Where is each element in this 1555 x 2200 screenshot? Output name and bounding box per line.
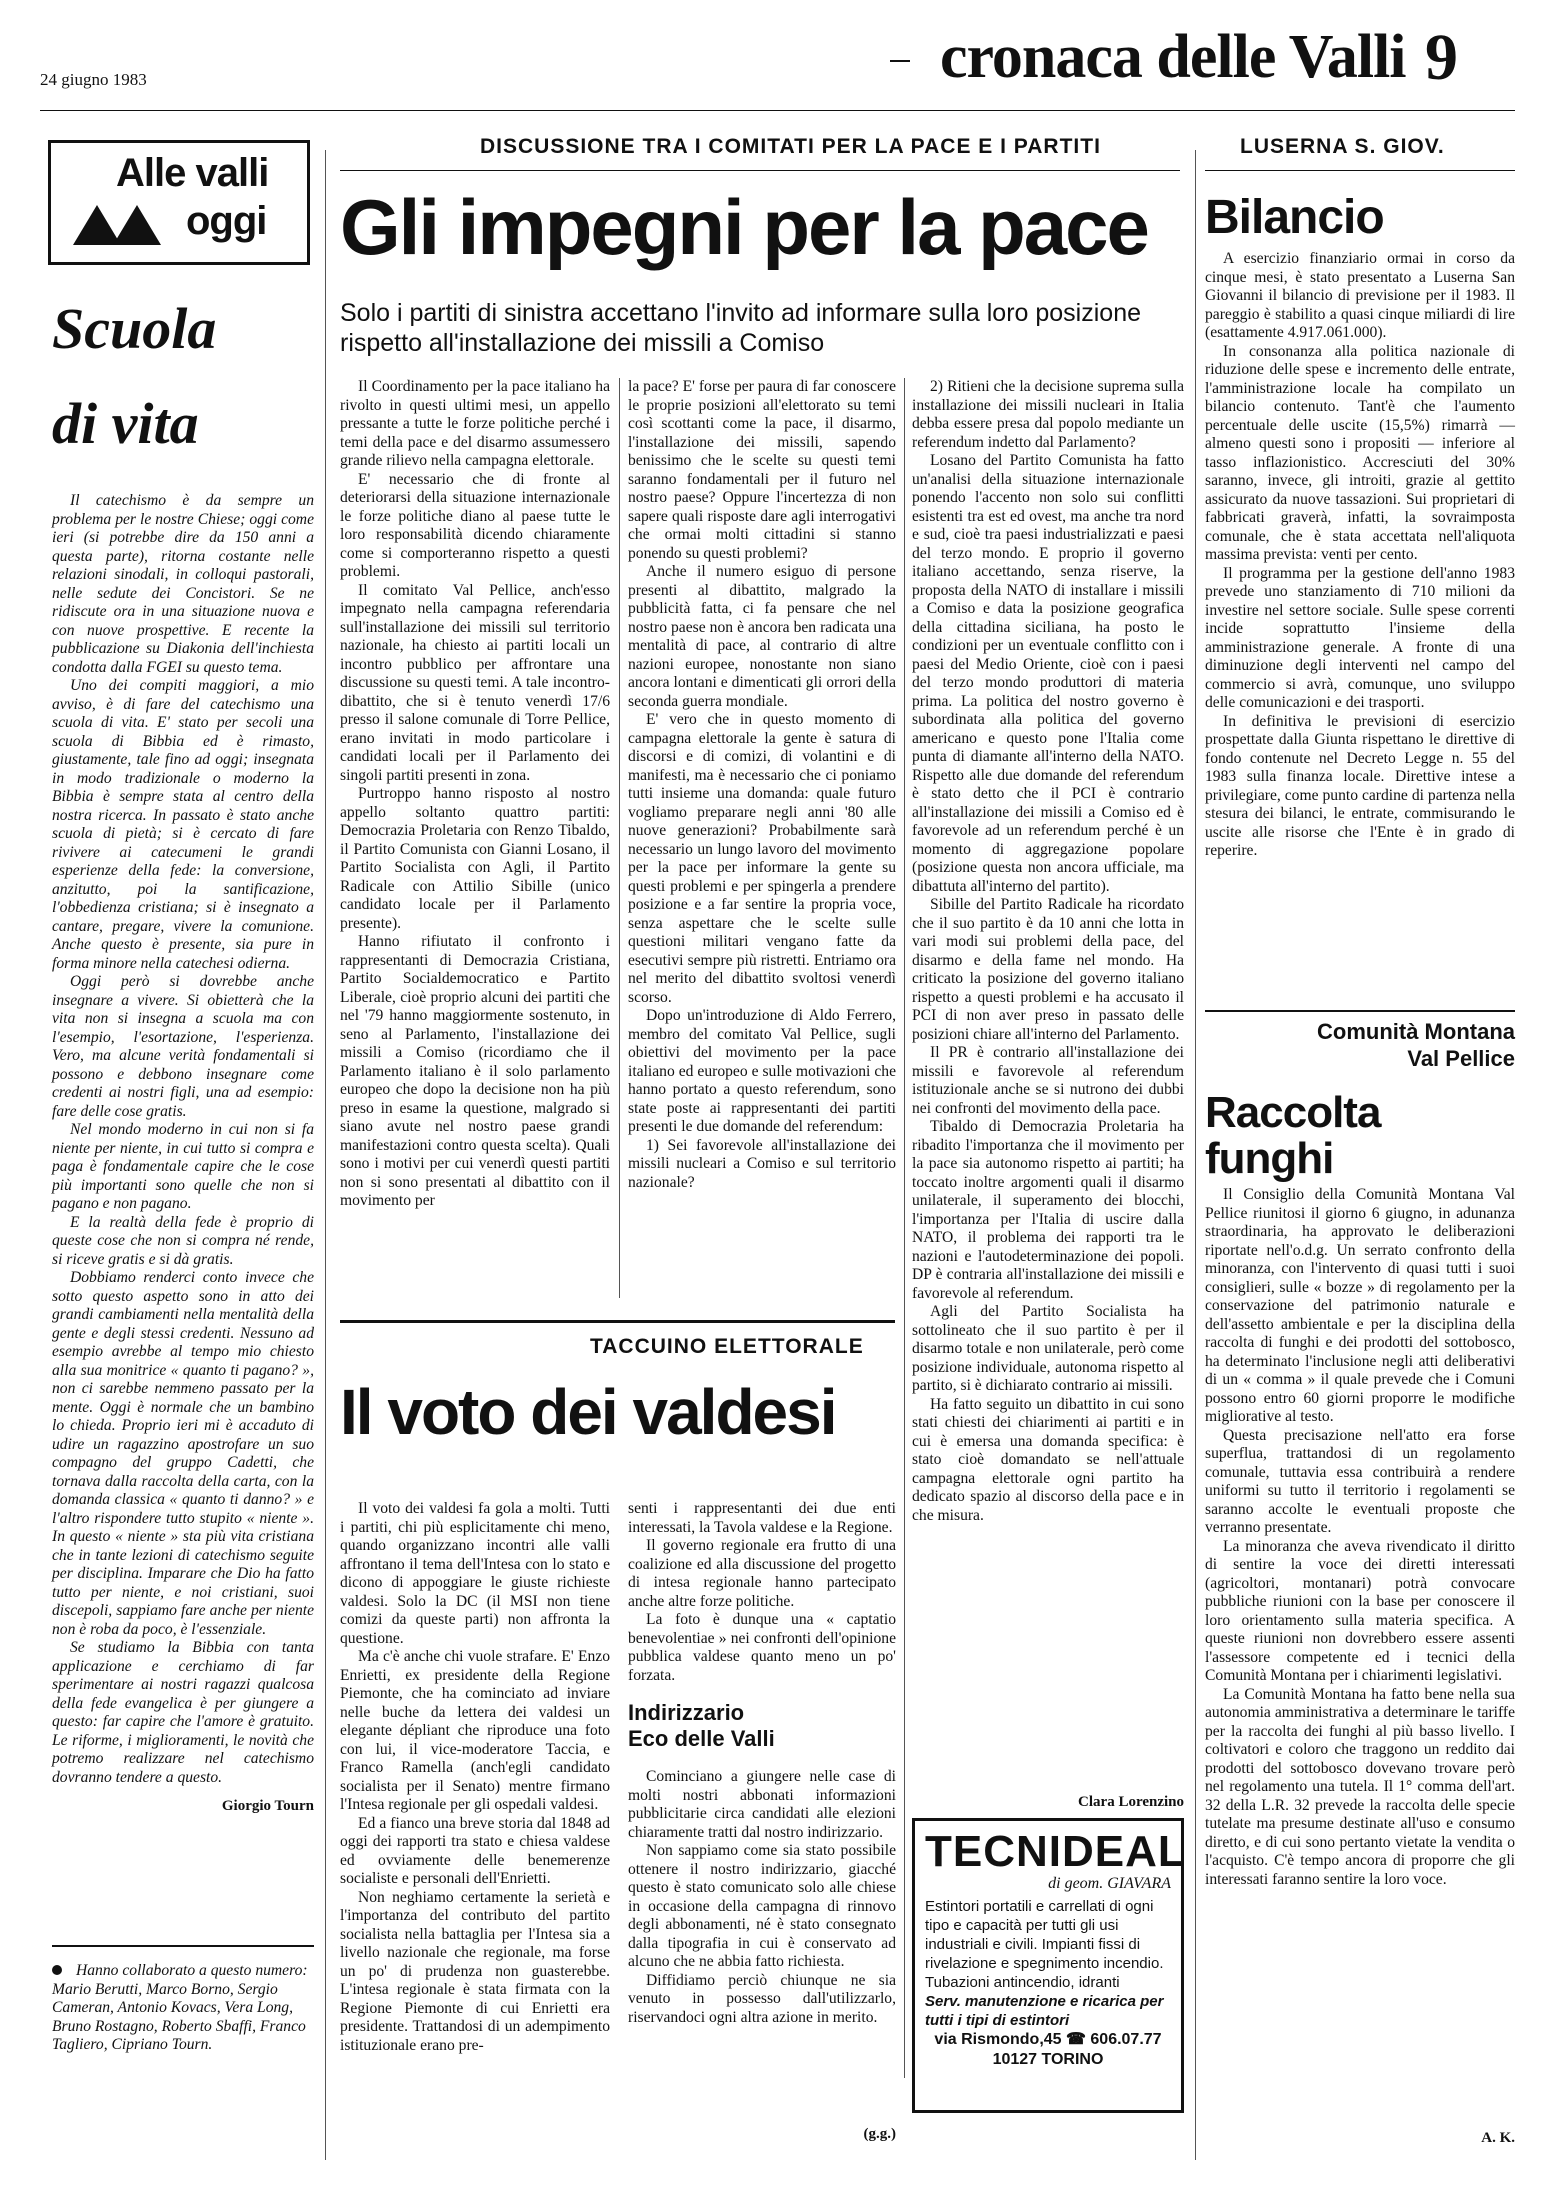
paragraph: Il comitato Val Pellice, anch'esso impegnato nella campagna referendaria sull'installazione dei missili sul territorio nazionale, ha chiesto ai partiti locali un incontro pubblico per affrontare una discussione su questi temi. A tale incontro-dibattito, che si è tenuto venerdì 17/6 presso il salone comunale di Torre Pellice, erano invitati in modo particolare i candidati locali per il Parlamento dei singoli partiti presenti in zona. <box>340 581 610 784</box>
election-headline: Il voto dei valdesi <box>340 1376 836 1448</box>
paragraph: E' vero che in questo momento di campagna elettorale la gente è satura di discorsi e di comizi, di volantini e di manifesti, ma è necessario che ci poniamo tutti insieme una domanda: quale futuro vogliamo preparare negli anni '80 alle nuove generazioni? Probabilmente sarà necessario un lungo lavoro del movimento per la pace per informare la gente su questi problemi e per spingerla a prendere posizione e a far sentire la propria voce, senza aspettare che le scelte sulle questioni militari vengano fatte da esecutivi sempre più ristretti. Entriamo ora nel merito del dibattito svoltosi venerdì scorso. <box>628 711 896 1006</box>
column-divider <box>325 150 326 2160</box>
paragraph: La Comunità Montana ha fatto bene nella sua autonomia amministrativa a determinare le tariffe per la raccolta dei funghi al più basso livello. I coltivatori e coloro che traggono un reddito dai prodotti del sottobosco dovevano trovare però nel regolamento una tutela. Il 1° comma dell'art. 32 della L.R. 32 prevede la raccolta delle specie tutelate ma presume destinate all'uso e consumo diretto, e di cui sono pertanto vietate la vendita o l'acquisto. C'è tempo ancora di proporre che gli interessati faranno sentire la loro voce. <box>1205 1685 1515 1888</box>
issue-date: 24 giugno 1983 <box>40 70 147 89</box>
column-divider <box>1195 150 1196 2160</box>
right-kicker: LUSERNA S. GIOV. <box>1240 135 1445 158</box>
paragraph: la pace? E' forse per paura di far conoscere le proprie posizioni all'elettorato su temi così scottanti come la pace, il disarmo, l'installazione dei missili, sapendo benissimo che le scelte su questi temi saranno fondamentali per il futuro nel nostro paese? Oppure l'incertezza di non sapere quali risposte dare agli interrogativi che ormai molti cittadini si stanno ponendo su questi problemi? <box>628 378 896 562</box>
paragraph: In definitiva le previsioni di esercizio prospettate dalla Giunta rispettano le direttive di fondo contenute nel Decreto Legge n. 55 del 1983 sulla finanza locale. Direttive intese a privilegiare, come punto cardine di partenza nella stesura dei bilanci, le entrate, commisurando le uscite alle risorse che l'Ente è in grado di reperire. <box>1205 712 1515 859</box>
paragraph: Se studiamo la Bibbia con tanta applicazione e cerchiamo di far sperimentare ai nostri ragazzi qualcosa della fede evangelica è per giungere a questo: far capire che l'amore è gratuito. Le riforme, i miglioramenti, le novità che potremo realizzare nel catechismo dovranno tendere a questo. <box>52 1639 314 1786</box>
paragraph: In consonanza alla politica nazionale di riduzione delle spese e incremento delle entrate, l'amministrazione locale ha compilato un bilancio contenuto. Tant'è che l'aumento percentuale delle uscite (15,5%) rimarrà — almeno questi sono i propositi — inferiore al tasso inflazionistico. Accresciuti del 30% saranno, invece, gli introiti, grazie al gettito assicurato da nuove tassazioni. Sui proprietari di fabbricati graverà, infatti, la sovraimposta comunale, che è stata accettata nell'aliquota massima prevista: venti per cento. <box>1205 342 1515 563</box>
header-rule <box>40 110 1515 111</box>
paragraph: Dopo un'introduzione di Aldo Ferrero, membro del comitato Val Pellice, sugli obiettivi del movimento per la pace italiano ed europeo e sulle motivazioni che hanno portato a questo referendum, sono state poste ai rappresentanti dei partiti presenti le due domande del referendum: <box>628 1007 896 1135</box>
collaborators-note <box>52 1962 314 2055</box>
masthead: cronaca delle Valli <box>940 23 1406 91</box>
paragraph: Il programma per la gestione dell'anno 1983 prevede uno stanziamento di 710 milioni da investire nel settore sociale. Sulle spese correnti incide soprattutto l'insieme della amministrazione generale. A fronte di una diminuzione degli interventi nel campo del commercio si avrà, comunque, uno sviluppo delle comunicazioni e dei trasporti. <box>1205 564 1515 711</box>
paragraph: Ha fatto seguito un dibattito in cui sono stati chiesti dei chiarimenti ai partiti e in cui è emersa una domanda specifica: è stato cioè domandato se nell'attuale campagna elettorale ogni partito ha dedicato spazio al discorso della pace e in che misura. <box>912 1395 1184 1524</box>
bilancio-headline: Bilancio <box>1205 191 1384 244</box>
ad-service: Serv. manutenzione e ricarica per tutti i tipi di estintori <box>925 1993 1164 2029</box>
paragraph: Non sappiamo come sia stato possibile ottenere il nostro indirizzario, giacché questo è stato comunicato solo alle chiese in occasione della campagna di rinnovo degli abbonamenti, né è stato consegnato dalla tipografia in cui è conservato ad alcuno che ne abbia fatto richiesta. <box>628 1842 896 1970</box>
funghi-signature: A. K. <box>1481 2130 1515 2146</box>
ad-address-2: 10127 TORINO <box>992 2051 1104 2068</box>
bilancio-body <box>1205 250 1515 861</box>
section-rule <box>340 1320 895 1323</box>
indirizzario-body <box>628 1768 896 2027</box>
left-title-1: Scuola <box>52 296 217 361</box>
collaborators-text: Hanno collaborato a questo numero: Mario Berutti, Marco Borno, Sergio Cameran, Antonio Kovacs, Vera Long, Bruno Rostagno, Roberto Sbaffi, Franco Tagliero, Cipriano Tourn. <box>52 1962 308 2053</box>
paragraph: 1) Sei favorevole all'installazione dei missili nucleari a Comiso e sul territorio nazionale? <box>628 1136 896 1191</box>
ad-body: Estintori portatili e carrellati di ogni tipo e capacità per tutti gli usi industriali e civili. Impianti fissi di rivelazione e spegnimento incendio. Tubazioni antincendio, idranti <box>925 1898 1164 1991</box>
paragraph: Il Consiglio della Comunità Montana Val Pellice riunitosi il giorno 6 giugno, in adunanza straordinaria, ha approvato le deliberazioni riportate nell'o.d.g. Un serrato confronto della minoranza, con l'intervento di quasi tutti i suoi consiglieri, sulle « bozze » di regolamento per la conservazione del patrimonio naturale e dell'assetto ambientale e per la disciplina della raccolta di funghi e dei prodotti del sottobosco, ha determinato l'inclusione negli atti deliberativi di un « comma » il quale prevede che i Comuni possono entro 60 giorni proporre le modifiche migliorative al testo. <box>1205 1186 1515 1425</box>
paragraph: Questa precisazione nell'atto era forse superflua, trattandosi di un regolamento comunale, tuttavia essa contribuirà a rendere uniformi su tutto il territorio i regolamenti se saranno accolte le eventuali proposte che verranno presentate. <box>1205 1426 1515 1536</box>
paragraph: Purtroppo hanno risposto al nostro appello soltanto quattro partiti: Democrazia Proletaria con Renzo Tibaldo, il Partito Comunista con Gianni Losano, il Partito Socialista con Agli, il Partito Radicale con Attilio Sibille (unico candidato locale per il Parlamento presente). <box>340 785 610 932</box>
paragraph: Anche il numero esiguo di persone presenti al dibattito, malgrado la pubblicità fatta, ci fa pensare che nel nostro paese non è ancora ben radicata una mentalità di pace, al contrario di altre nazioni europee, nonostante non siano ancora lontani e dimenticati gli orrori della seconda guerra mondiale. <box>628 563 896 710</box>
main-byline: Clara Lorenzino <box>1078 1794 1184 1810</box>
main-deck: Solo i partiti di sinistra accettano l'invito ad informare sulla loro posizione rispetto all'installazione dei missili a Comiso <box>340 299 1142 357</box>
column-divider <box>619 378 620 1298</box>
paragraph: senti i rappresentanti dei due enti interessati, la Tavola valdese e la Regione. <box>628 1500 896 1536</box>
funghi-body <box>1205 1186 1515 1889</box>
section-rule <box>1205 1010 1515 1012</box>
paragraph: Il Coordinamento per la pace italiano ha rivolto in questi ultimi mesi, un appello pressante a tutte le forze politiche perché i temi della pace e del disarmo assumessero grande rilievo nella campagna elettorale. <box>340 378 610 469</box>
paragraph: Hanno rifiutato il confronto i rappresentanti di Democrazia Cristiana, Partito Socialdemocratico e Partito Liberale, cioè proprio alcuni dei partiti che nel '79 hanno maggiormente sostenuto, in seno al Parlamento, l'installazione dei missili a Comiso (ricordiamo che il Parlamento italiano è il solo parlamento europeo che dopo la decisione non ha più preso in esame la questione, malgrado si siano avute nel nostro paese grandi manifestazioni contro questa scelta). Quali sono i motivi per cui venerdì questi partiti non si sono presentati al dibattito con il movimento per <box>340 933 610 1209</box>
mountains-icon <box>73 201 173 245</box>
ad-title: TECNIDEAL <box>925 1827 1186 1876</box>
bullet-icon <box>52 1965 62 1975</box>
paragraph: Il PR è contrario all'installazione dei missili e favorevole al referendum istituzionale anche se si nutrono dei dubbi nei confronti del movimento della pace. <box>912 1044 1184 1117</box>
comunita-line-1: Comunità Montana <box>1317 1019 1515 1044</box>
paragraph: Cominciano a giungere nelle case di molti nostri abbonati informazioni pubblicitarie circa candidati alle elezioni chiaramente tratti dal nostro indirizzario. <box>628 1768 896 1841</box>
paragraph: Losano del Partito Comunista ha fatto un'analisi della situazione internazionale ponendo l'accento non solo sui conflitti esistenti tra est ed ovest, ma anche tra nord e sud, cioè tra paesi industrializzati e paesi del terzo mondo. E proprio il governo italiano accettando, senza riserve, la proposta della NATO di installare i missili a Comiso e data la posizione geografica della cittadina siciliana, ha posto le condizioni per un eventuale conflitto con i paesi del Medio Oriente, cioè con i paesi del terzo mondo produttori di materia prima. La politica del nostro governo è subordinata alla politica del governo americano e questo pone l'Italia come punta di diamante all'interno della NATO. Rispetto alle due domande del referendum è stato detto che il PCI è contrario all'installazione dei missili a Comiso ed è favorevole ad un referendum perché è un momento di aggregazione popolare (posizione questa non ancora ufficiale, ma dibattuta all'interno del partito). <box>912 452 1184 895</box>
paragraph: Il catechismo è da sempre un problema per le nostre Chiese; oggi come ieri (si potrebbe dire da 150 anni a questa parte), ritorna costante nelle relazioni sinodali, in colloqui pastorali, nelle sedute dei Concistori. Se ne ridiscute ora in una situazione nuova e con nuove prospettive. E recente la pubblicazione su Diakonia dell'inchiesta condotta dalla FGEI su questo tema. <box>52 492 314 676</box>
comunita-line-2: Val Pellice <box>1407 1046 1515 1071</box>
column-divider <box>904 378 905 2078</box>
main-kicker: DISCUSSIONE TRA I COMITATI PER LA PACE E I PARTITI <box>480 135 1101 158</box>
paragraph: Ma c'è anche chi vuole strafare. E' Enzo Enrietti, ex presidente della Regione Piemonte, che ha cominciato ad inviare nelle buche da lettera dei valdesi un elegante dépliant che riproduce una foto con lui, il vice-moderatore Taccia, e Franco Ramella (anch'egli candidato socialista per il Senato) mentre firmano l'Intesa regionale per gli ospedali valdesi. <box>340 1648 610 1813</box>
paragraph: Oggi però si dovrebbe anche insegnare a vivere. Si obietterà che la vita non si insegna a scuola ma con l'esempio, l'esortazione, l'esperienza. Vero, ma alcune verità fondamentali si possono e debbono insegnare come credenti ai nostri figli, una ad esempio: fare delle cose gratis. <box>52 973 314 1120</box>
election-kicker: TACCUINO ELETTORALE <box>590 1335 864 1358</box>
funghi-headline-1: Raccolta <box>1205 1088 1381 1137</box>
logo-text-1: Alle valli <box>116 151 269 195</box>
paragraph: Agli del Partito Socialista ha sottolineato che il suo partito è per il disarmo totale e non unilaterale, però come posizione individuale, autonoma rispetto al partito, si è dichiarato contrario ai missili. <box>912 1303 1184 1394</box>
election-column-2 <box>628 1500 896 1685</box>
divider <box>52 1945 314 1947</box>
indirizzario-headline-2: Eco delle Valli <box>628 1726 775 1751</box>
funghi-headline-2: funghi <box>1205 1134 1334 1183</box>
paragraph: Ed a fianco una breve storia dal 1848 ad oggi dei rapporti tra stato e chiesa valdese ed ovviamente delle benemerenze socialiste e personali dell'Enrietti. <box>340 1814 610 1887</box>
kicker-rule <box>1205 170 1515 171</box>
funghi-headline <box>1205 1090 1380 1182</box>
ad-subtitle: di geom. GIAVARA <box>1048 1875 1171 1892</box>
election-column-1 <box>340 1500 610 2055</box>
paragraph: A esercizio finanziario ormai in corso da cinque mesi, è stato presentato a Luserna San Giovanni il bilancio di previsione per il 1983. Il pareggio è stabilito a quasi cinque miliardi di lire (esattamente 4.917.061.000). <box>1205 250 1515 341</box>
indirizzario-headline-1: Indirizzario <box>628 1700 745 1725</box>
paragraph: Dobbiamo renderci conto invece che sotto questo aspetto sono in atto dei grandi cambiamenti nella mentalità della gente e degli stessi credenti. Nessuno ad esempio avrebbe al tempo mio chiesto alla sua monitrice « quanto ti pagano? », non ci sarebbe nemmeno passato per la mente. Oggi è normale che un bambino lo chieda. Proprio ieri mi è accaduto di udire un ragazzino apostrofare un suo compagno del gruppo Cadetti, che tornava dalla raccolta della carta, con la domanda classica « quanto ti danno? » e l'altro rispondere tutto stupito « niente ». In questo « niente » sta più vita cristiana che in tante lezioni di catechismo seguite per disciplina. Imparare che Dio ha fatto tutto per niente, e noi cristiani, suoi discepoli, sappiamo fare anche per niente non è roba da poco, è l'essenziale. <box>52 1269 314 1638</box>
paragraph: Diffidiamo perciò chiunque ne sia venuto in possesso dall'utilizzarlo, riservandoci ogni altra azione in merito. <box>628 1971 896 2026</box>
paragraph: E' necessario che di fronte al deteriorarsi della situazione internazionale le forze politiche diano al paese tutte le loro responsabilità dicendo chiaramente come si comporteranno rispetto a questi problemi. <box>340 470 610 580</box>
left-article-body <box>52 492 314 1816</box>
indirizzario-signature: (g.g.) <box>863 2126 896 2142</box>
comunita-kicker <box>1215 1018 1515 1072</box>
paragraph: 2) Ritieni che la decisione suprema sulla installazione dei missili nucleari in Italia debba essere presa dal popolo mediante un referendum indetto dal Parlamento? <box>912 378 1184 451</box>
paragraph: La foto è dunque una « captatio benevolentiae » nei confronti dell'opinione pubblica valdese quanto meno un po' forzata. <box>628 1611 896 1684</box>
paragraph: Uno dei compiti maggiori, a mio avviso, è di fare del catechismo una scuola di vita. E' stato per secoli una scuola di Bibbia ed è rimasto, giustamente, tale fino ad oggi; insegnata in modo tradizionale o moderno la Bibbia è sempre stata al centro della nostra ricerca. In passato è stato anche scuola di pietà; si è cercato di fare rivivere ai catecumeni le grandi esperienze della fede: la conversione, anzitutto, poi la santificazione, l'obbedienza cristiana; si è insegnato a cantare, pregare, vivere la comunione. Anche questo è presente, sia pure in forma minore nella catechesi odierna. <box>52 677 314 972</box>
main-column-2 <box>628 378 896 1192</box>
logo-text-2: oggi <box>186 199 267 243</box>
paragraph: Il governo regionale era frutto di una coalizione ed alla discussione del progetto di intesa regionale hanno partecipato anche altre forze politiche. <box>628 1537 896 1610</box>
paragraph: Nel mondo moderno in cui non si fa niente per niente, in cui tutto si compra e paga è fondamentale capire che le cose più importanti sono quelle che non si pagano e non pagano. <box>52 1121 314 1212</box>
section-logo <box>48 140 310 265</box>
main-column-1 <box>340 378 610 1211</box>
page-number: 9 <box>1425 21 1458 94</box>
paragraph: Non neghiamo certamente la serietà e l'importanza del contributo del partito socialista nella battaglia per l'Intesa sia a livello nazionale che regionale, ma forse un po' di prudenza non guasterebbe. L'intesa regionale è stata firmata con la Regione Piemonte di cui Enrietti era presidente. Trattandosi di un adempimento istituzionale erano pre- <box>340 1888 610 2054</box>
ad-address-1: via Rismondo,45 ☎ 606.07.77 <box>934 2031 1162 2048</box>
masthead-rule <box>890 60 910 62</box>
paragraph: Sibille del Partito Radicale ha ricordato che il suo partito è da 10 anni che lotta in vari modi sui problemi della pace, del disarmo e della fame nel mondo. Ha criticato la posizione del governo italiano rispetto a questi problemi e ha accusato il PCI di non aver preso in passato delle posizioni chiare all'interno del Parlamento. <box>912 896 1184 1043</box>
signature: Giorgio Tourn <box>221 1798 314 1814</box>
paragraph: Il voto dei valdesi fa gola a molti. Tutti i partiti, chi più esplicitamente chi meno, quando organizzano incontri alle valli affrontano il tema dell'Intesa con lo stato e dicono di appoggiare le giuste richieste valdesi. Solo la DC (il MSI non tiene comizi da queste parti) non affronta la questione. <box>340 1500 610 1647</box>
paragraph: E la realtà della fede è proprio di queste cose che non si compra né rende, si riceve gratis e si dà gratis. <box>52 1213 314 1268</box>
main-column-3 <box>912 378 1184 1525</box>
left-title-2: di vita <box>52 391 199 456</box>
indirizzario-headline <box>628 1700 775 1752</box>
paragraph: Tibaldo di Democrazia Proletaria ha ribadito l'importanza che il movimento per la pace sia autonomo rispetto ai partiti; ha toccato inoltre argomenti quali il disarmo unilaterale, il superamento dei blocchi, l'importanza per l'Italia di uscire dalla NATO, il problema dei rapporti tra le nazioni e l'autodeterminazione dei popoli. DP è contraria all'installazione dei missili e favorevole al referendum. <box>912 1118 1184 1302</box>
advertisement <box>912 1818 1184 2113</box>
main-headline: Gli impegni per la pace <box>340 183 1148 271</box>
paragraph: La minoranza che aveva rivendicato il diritto di sentire la voce dei diretti interessati (agricoltori, montanari) potrà convocare pubbliche riunioni con la base per conoscere il loro orientamento sulla materia specifica. A queste riunioni non dovrebbero essere assenti l'assessore competente ed i tecnici della Comunità Montana per i chiarimenti legislativi. <box>1205 1537 1515 1684</box>
kicker-rule <box>340 170 1180 171</box>
